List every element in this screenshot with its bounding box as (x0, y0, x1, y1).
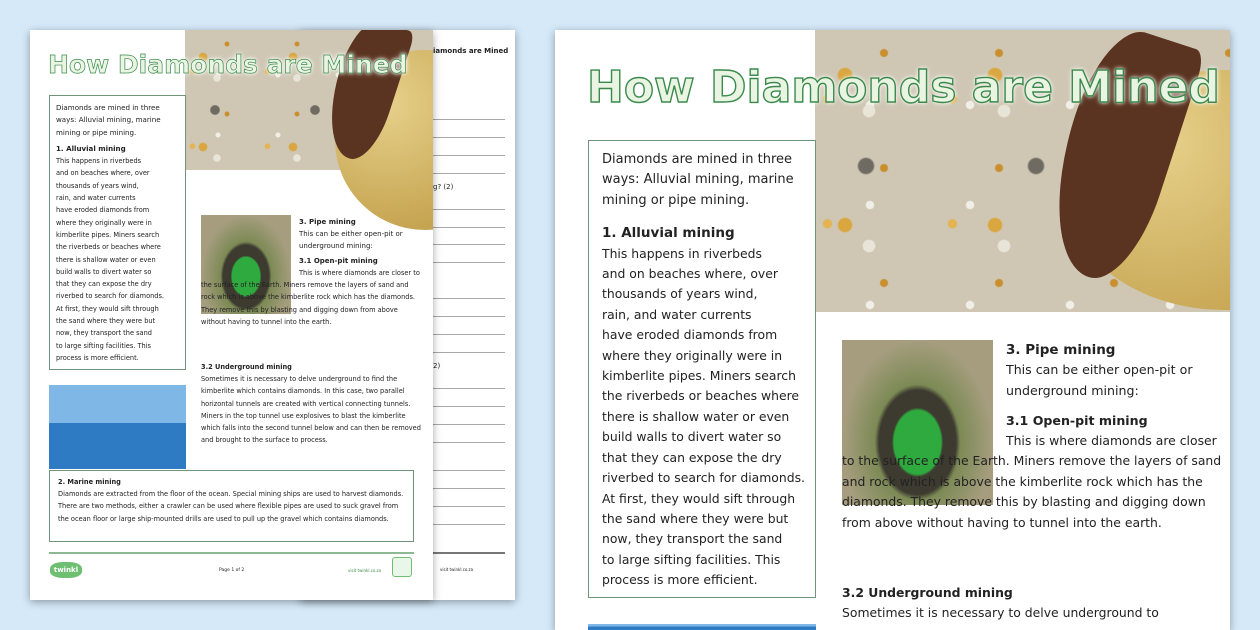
alluvial-line: rain, and water currents (56, 194, 136, 203)
alluvial-line: riverbed to search for diamonds. (602, 470, 805, 486)
alluvial-line: have eroded diamonds from (56, 206, 150, 215)
page-number: Page 1 of 2 (219, 568, 245, 573)
alluvial-line: have eroded diamonds from (602, 327, 778, 343)
alluvial-line: This happens in riverbeds (56, 157, 142, 166)
alluvial-text (602, 244, 805, 591)
alluvial-line: that they can expose the dry (602, 449, 782, 465)
page-title: How Diamonds are Mined (587, 62, 1220, 113)
alluvial-line: where they originally were in (602, 347, 783, 363)
pipe-heading: 3. Pipe mining (1006, 342, 1116, 358)
alluvial-line: there is shallow water or even (56, 255, 156, 264)
intro-text: Diamonds are mined in three ways: Alluvial mining, marine mining or pipe mining. (56, 103, 161, 137)
alluvial-line: now, they transport the sand (56, 329, 152, 338)
back-question-2-marks: 2) (433, 362, 441, 370)
alluvial-line: rain, and water currents (602, 306, 752, 322)
back-question-1-marks: g? (2) (433, 183, 454, 191)
intro-text: Diamonds are mined in three ways: Alluvial mining, marine mining or pipe mining. (602, 152, 794, 208)
alluvial-heading: 1. Alluvial mining (56, 143, 126, 153)
alluvial-line: and on beaches where, over (56, 169, 150, 178)
pipe-text: This can be either open-pit or underground mining: (1006, 362, 1193, 398)
alluvial-line: This happens in riverbeds (602, 245, 762, 261)
open-pit-text: This is where diamonds are closer to the surface of the Earth. Miners remove the layers of sand and rock which is above the kimberlite rock which has the diamonds. They remove this by blasting and digging down from above without having to tunnel into the earth. (201, 269, 420, 326)
alluvial-line: now, they transport the sand (602, 531, 783, 547)
alluvial-line: build walls to divert water so (56, 267, 152, 276)
alluvial-text (56, 155, 179, 364)
alluvial-line: that they can expose the dry (56, 280, 152, 289)
underground-text-first-line: Sometimes it is necessary to delve underground to (842, 605, 1159, 621)
twinkl-logo: twinkl (50, 562, 82, 578)
alluvial-line: to large sifting facilities. This (56, 341, 151, 350)
alluvial-line: kimberlite pipes. Miners search (56, 230, 160, 239)
alluvial-line: where they originally were in (56, 218, 152, 227)
alluvial-line: the riverbeds or beaches where (602, 388, 800, 404)
open-pit-text: This is where diamonds are closer to the surface of the Earth. Miners remove the layers of sand and rock which is above the kimberlite rock which has the diamonds. They remove this by blasting and digging down from above without having to tunnel into the earth. (842, 433, 1222, 530)
underground-heading: 3.2 Underground mining (842, 585, 1013, 600)
alluvial-line: process is more efficient. (56, 353, 139, 362)
marine-heading: 2. Marine mining (58, 478, 121, 486)
alluvial-line: process is more efficient. (602, 572, 758, 588)
alluvial-line: to large sifting facilities. This (602, 551, 781, 567)
marine-box (49, 470, 414, 542)
alluvial-line: riverbed to search for diamonds. (56, 292, 165, 301)
alluvial-line: the sand where they were but (602, 510, 789, 526)
page-thumbnail-1 (30, 30, 433, 600)
alluvial-line: kimberlite pipes. Miners search (602, 368, 796, 384)
alluvial-line: thousands of years wind, (602, 286, 758, 302)
underground-heading: 3.2 Underground mining (201, 363, 292, 371)
open-pit-heading: 3.1 Open-pit mining (1006, 413, 1148, 429)
pipe-heading: 3. Pipe mining (299, 218, 356, 226)
alluvial-heading: 1. Alluvial mining (602, 225, 735, 242)
page-preview (555, 30, 1230, 630)
pipe-text: This can be either open-pit or underground mining: (299, 230, 403, 250)
footer-site: visit twinkl.co.za (348, 568, 382, 573)
alluvial-line: and on beaches where, over (602, 266, 778, 282)
alluvial-line: At first, they would sift through (602, 490, 796, 506)
underground-text: Sometimes it is necessary to delve underground to find the kimberlite which contains diamonds. In this case, two parallel horizontal tunnels are created with vertical connecting tunnels. Miners in the top tunnel use explosives to blast the kimberlite which falls into the second tunnel below and can then be removed and brought to the surface to process. (201, 375, 421, 445)
alluvial-line: the sand where they were but (56, 317, 156, 326)
alluvial-box (49, 95, 186, 370)
back-page-title: iamonds are Mined (433, 47, 509, 55)
alluvial-line: there is shallow water or even (602, 408, 790, 424)
alluvial-line: the riverbeds or beaches where (56, 243, 161, 252)
alluvial-line: build walls to divert water so (602, 429, 782, 445)
alluvial-line: At first, they would sift through (56, 304, 159, 313)
marine-text: Diamonds are extracted from the floor of the ocean. Special mining ships are used to harvest diamonds. There are two methods, either a crawler can be used where flexible pipes are used to suck gravel from the ocean floor or large ship-mounted drills are used to pull up the gravel which contains diamonds. (58, 490, 404, 523)
alluvial-box (588, 140, 816, 598)
page-title: How Diamonds are Mined (48, 50, 408, 79)
mining-ship-image (588, 624, 816, 630)
mining-ship-image (49, 385, 186, 469)
open-pit-heading: 3.1 Open-pit mining (299, 257, 378, 265)
quality-badge (392, 557, 412, 577)
back-footer-site: visit twinkl.co.za (440, 567, 474, 572)
alluvial-line: thousands of years wind, (56, 181, 139, 190)
